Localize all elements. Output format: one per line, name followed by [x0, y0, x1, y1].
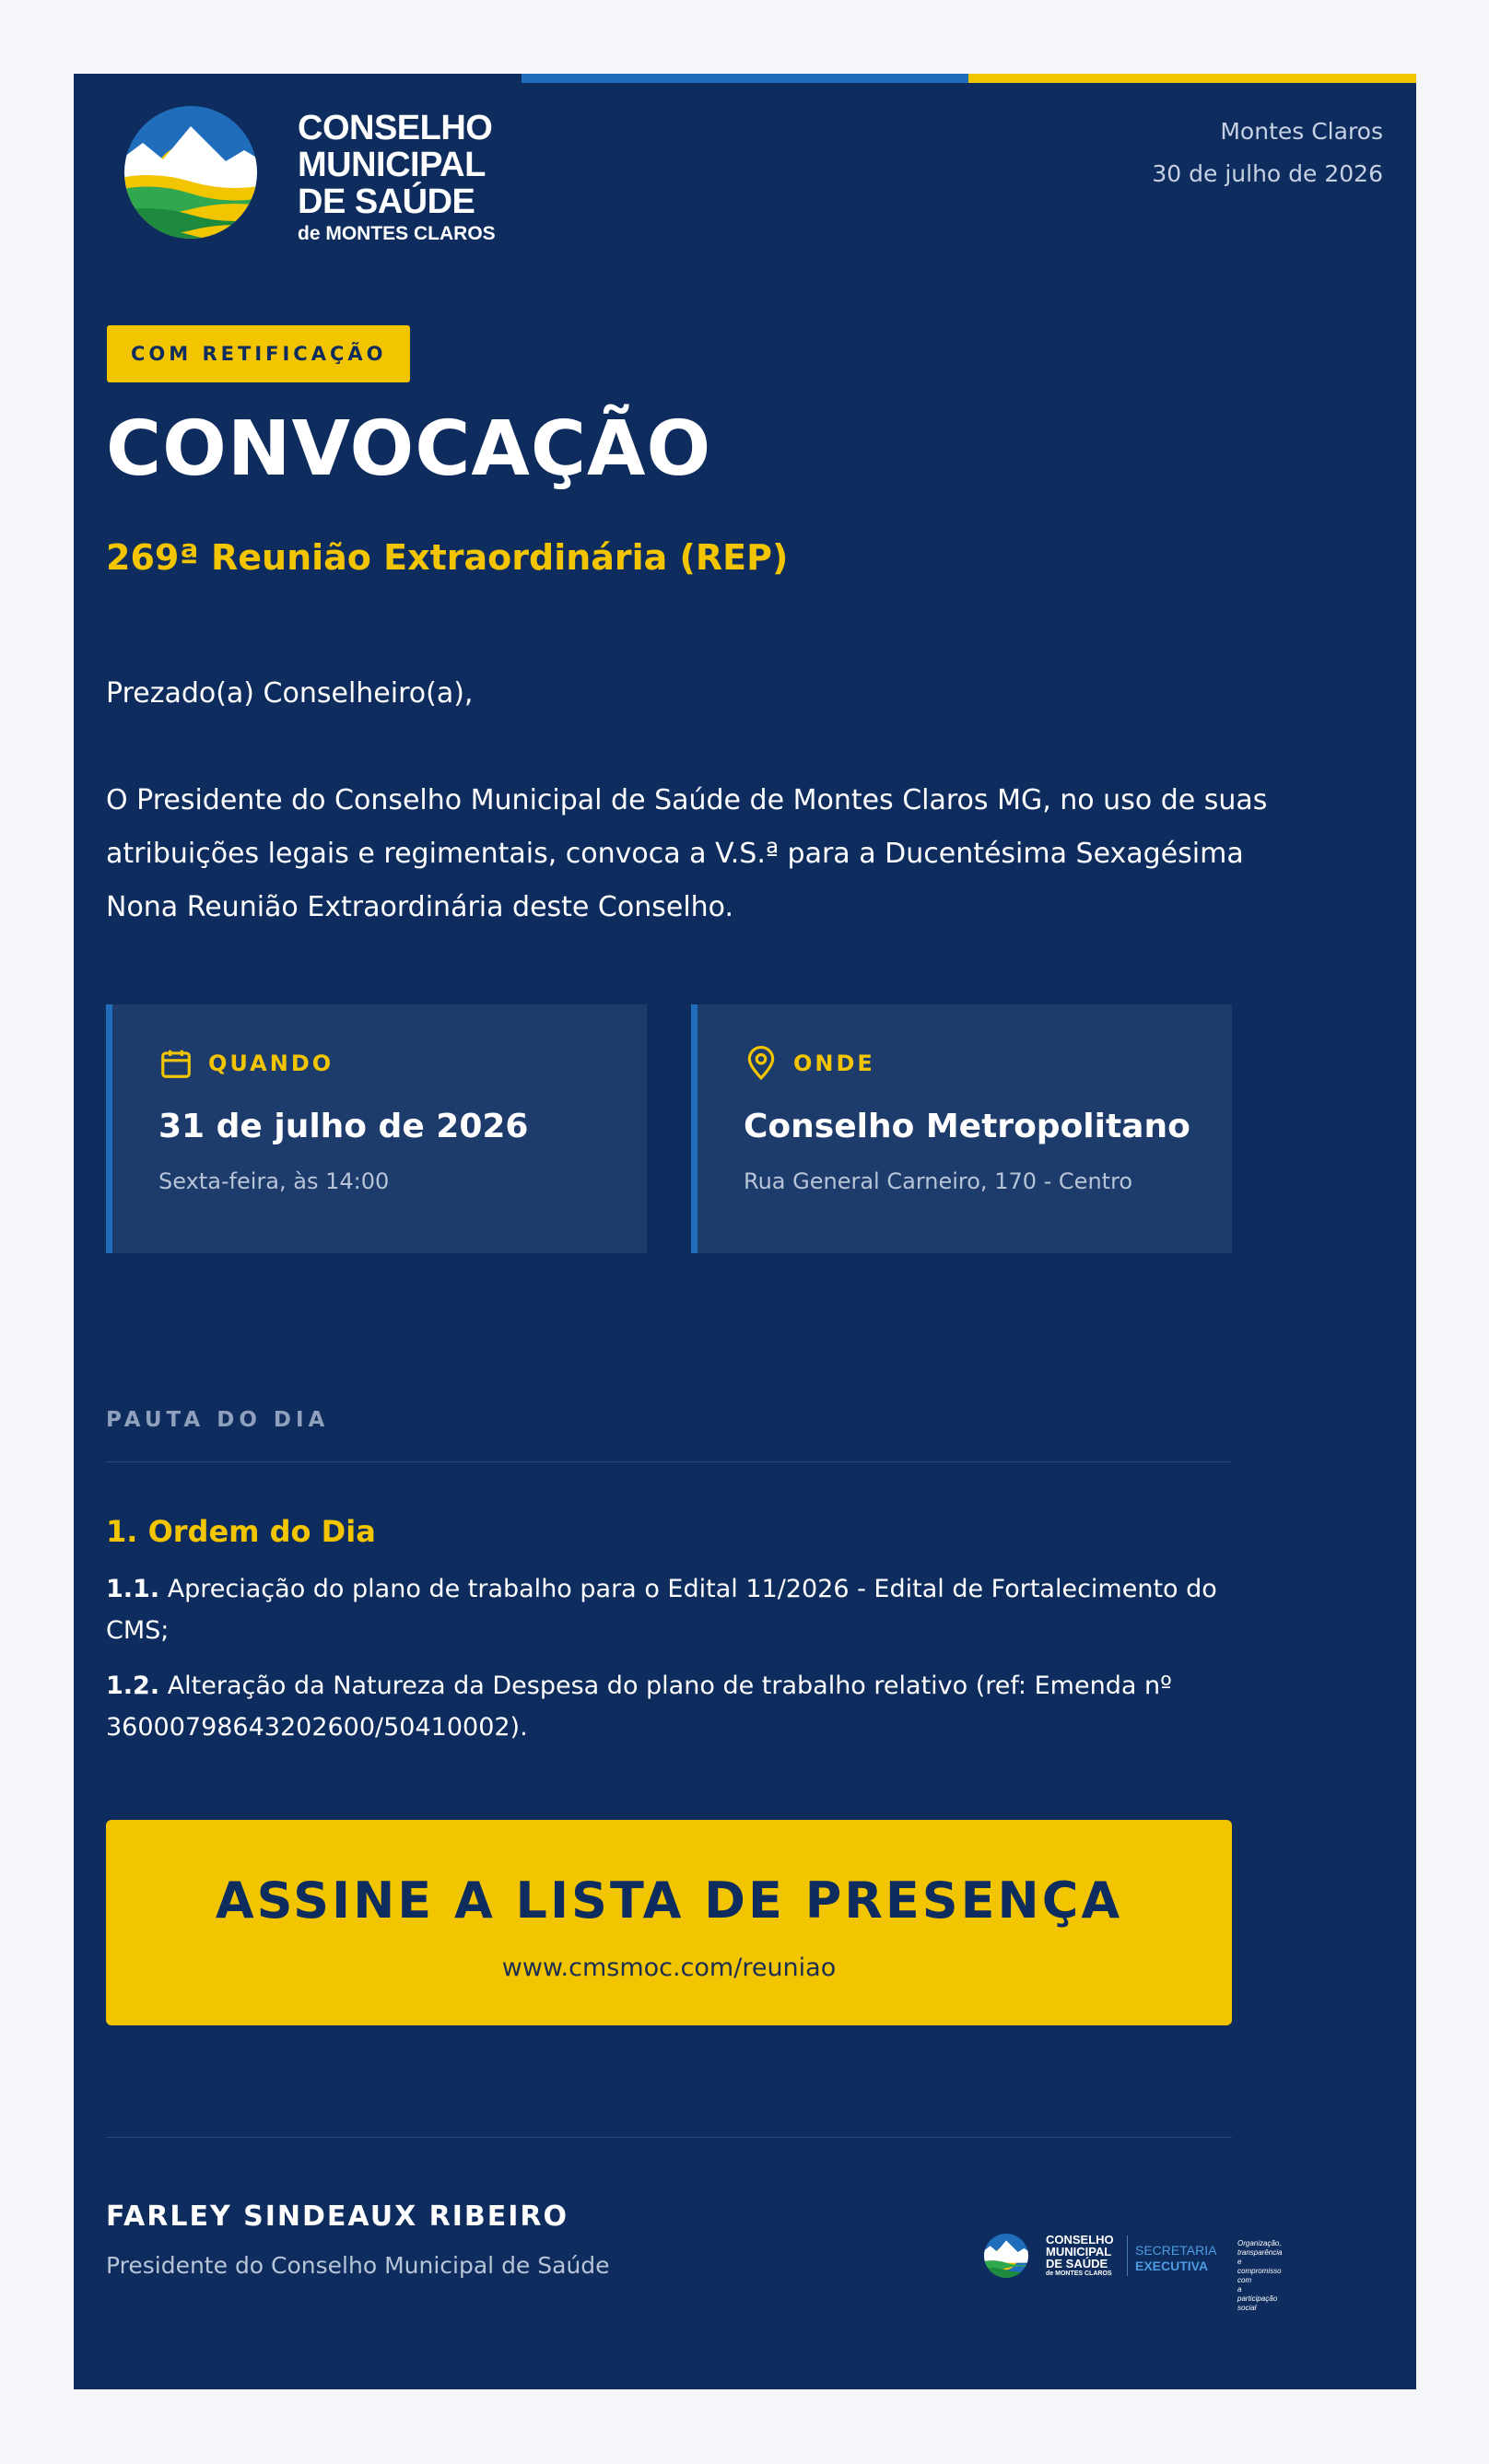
agenda-label: PAUTA DO DIA: [106, 1408, 330, 1432]
where-box: [691, 1004, 1232, 1253]
city: Montes Claros: [1220, 118, 1383, 145]
footer-logo-line-2: MUNICIPAL: [1046, 2245, 1112, 2259]
agenda-item-text: Alteração da Natureza da Despesa do plano de trabalho relativo (ref: Emenda nº 36000798643202600/50410002).: [106, 1672, 1172, 1742]
signer-name: FARLEY SINDEAUX RIBEIRO: [106, 2200, 569, 2233]
body-paragraph: O Presidente do Conselho Municipal de Saúde de Montes Claros MG, no uso de suas atribuições legais e regimentais, convoca a V.S.ª para a Ducentésima Sexagésima Nona Reunião Extraordinária deste Conselho.: [106, 784, 1268, 923]
agenda-item: [106, 1665, 1232, 1748]
footer-tagline-3: compromisso com: [1237, 2267, 1282, 2284]
where-label: ONDE: [793, 1050, 875, 1076]
page-subtitle: 269ª Reunião Extraordinária (REP): [106, 537, 789, 578]
location-pin-icon: [744, 1046, 779, 1081]
footer-divider: [106, 2137, 1232, 2138]
footer-tagline-2: transparência e: [1237, 2248, 1283, 2266]
cta-url-link[interactable]: www.cmsmoc.com/reuniao: [501, 1954, 837, 1982]
footer-logo-line-3: DE SAÚDE: [1046, 2257, 1108, 2270]
meeting-venue: Conselho Metropolitano: [744, 1108, 1190, 1145]
agenda-divider: [106, 1461, 1232, 1462]
logo-line-2: MUNICIPAL: [298, 146, 486, 184]
council-logo: [106, 106, 530, 244]
calendar-icon: [158, 1046, 193, 1081]
footer-tagline-1: Organização,: [1237, 2239, 1282, 2247]
greeting: Prezado(a) Conselheiro(a),: [106, 677, 474, 710]
footer-logo-separator: [1127, 2235, 1128, 2276]
footer-logo-line-4: de MONTES CLAROS: [1046, 2270, 1112, 2277]
secretaria-label: SECRETARIA: [1135, 2243, 1217, 2258]
footer-tagline: [1237, 2239, 1282, 2313]
meeting-date: 31 de julho de 2026: [158, 1108, 529, 1145]
top-accent-blue: [522, 74, 968, 83]
footer-logo-line-1: CONSELHO: [1046, 2233, 1114, 2247]
place-and-date: [1152, 111, 1383, 195]
council-emblem-icon: [106, 106, 281, 244]
logo-line-3: DE SAÚDE: [298, 182, 475, 221]
footer-logo: [977, 2230, 1283, 2312]
when-box: [106, 1004, 647, 1253]
logo-line-1: CONSELHO: [298, 109, 493, 147]
council-emblem-small-icon: [977, 2234, 1038, 2280]
signer-role: Presidente do Conselho Municipal de Saúde: [106, 2252, 610, 2279]
meeting-time: Sexta-feira, às 14:00: [158, 1168, 390, 1194]
cta-title: ASSINE A LISTA DE PRESENÇA: [215, 1871, 1123, 1930]
top-accent-yellow: [968, 74, 1416, 83]
status-badge: COM RETIFICAÇÃO: [107, 325, 410, 382]
when-label: QUANDO: [208, 1050, 334, 1076]
attendance-cta-button[interactable]: [106, 1820, 1232, 2025]
agenda-heading: 1. Ordem do Dia: [106, 1514, 376, 1549]
agenda-item-number: 1.1.: [106, 1575, 160, 1603]
executiva-label: EXECUTIVA: [1135, 2259, 1209, 2273]
issue-date: 30 de julho de 2026: [1152, 160, 1383, 187]
agenda-item-number: 1.2.: [106, 1672, 160, 1700]
footer-tagline-4: a participação social: [1237, 2285, 1278, 2312]
agenda-item: [106, 1568, 1232, 1651]
agenda-item-text: Apreciação do plano de trabalho para o Edital 11/2026 - Edital de Fortalecimento do CMS;: [106, 1575, 1217, 1645]
logo-line-4: de MONTES CLAROS: [298, 223, 496, 244]
meeting-address: Rua General Carneiro, 170 - Centro: [744, 1168, 1133, 1194]
page-title: CONVOCAÇÃO: [106, 405, 712, 493]
